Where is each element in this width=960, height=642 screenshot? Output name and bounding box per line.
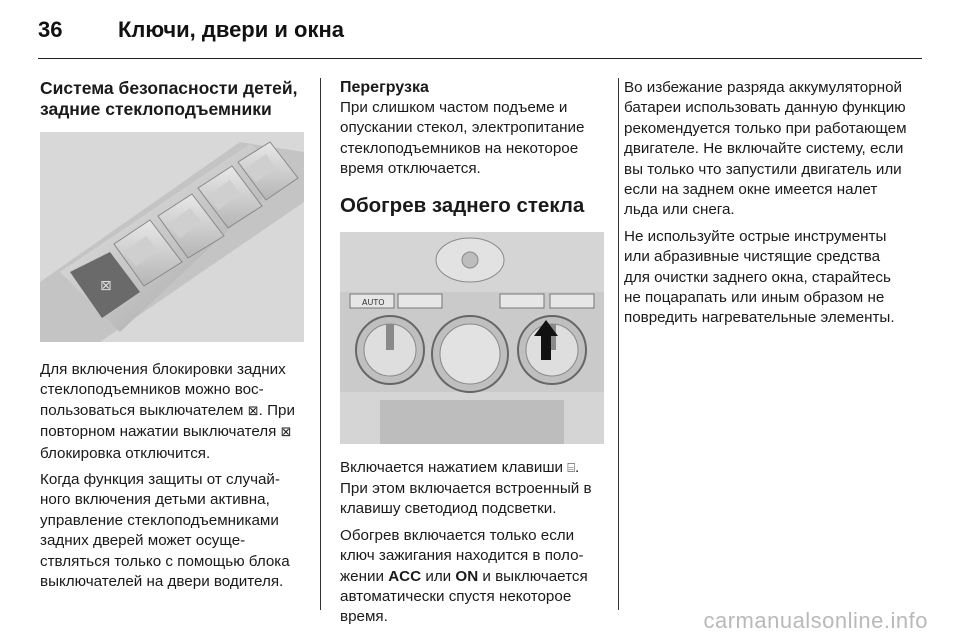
paragraph: Включается нажатием клавиши ⌸. При этом включается встроенный в клавишу светодиод подсветки. <box>340 458 592 518</box>
rear-defrost-icon: ⌸ <box>567 460 576 476</box>
child-lock-icon: ⊠ <box>247 403 259 419</box>
window-switch-figure <box>40 132 304 342</box>
header-divider <box>38 58 922 59</box>
column-1 <box>40 78 304 598</box>
column-divider <box>618 78 619 610</box>
paragraph: Когда функция защиты от случайного включения детьми активна, управление стеклоподъемниками задних дверей может осуществляться только с помощью блока выключателей на двери водителя. <box>40 471 290 591</box>
paragraph: Обогрев включается только если ключ зажигания находится в положении ACC или ON и выключается автоматически спустя некоторое время. <box>340 526 588 626</box>
page-header <box>38 17 344 43</box>
section-title: Обогрев заднего стекла <box>340 193 585 217</box>
paragraph: Не используйте острые инструменты или абразивные чистящие средства для очистки заднего окна, старайтесь не поцарапать или иным образом не повредить нагревательные элементы. <box>624 227 895 327</box>
page-number: 36 <box>38 17 63 42</box>
subsection-title: Перегрузка <box>340 79 429 96</box>
column-3 <box>624 78 908 335</box>
paragraph: При слишком частом подъеме и опускании стекол, электропитание стеклоподъемников на некоторое время отключается. <box>340 99 585 178</box>
column-divider <box>320 78 321 610</box>
auto-button-label: AUTO <box>362 297 385 307</box>
watermark: carmanualsonline.info <box>703 608 928 633</box>
svg-text:⊠: ⊠ <box>100 278 112 294</box>
section-title: Система безопасности детей, задние стеклоподъемники <box>40 78 298 119</box>
paragraph: Во избежание разряда аккумуляторной батареи использовать данную функцию рекомендуется только при работающем двигателе. Не включайте систему, если вы только что запустили двигатель или если на заднем окне имеется налет льда или снега. <box>624 79 907 219</box>
climate-panel-figure <box>340 232 604 444</box>
paragraph: Для включения блокировки задних стеклоподъемников можно воспользоваться выключателем ⊠. При повторном нажатии выключателя ⊠ блокировка отключится. <box>40 361 295 462</box>
child-lock-icon: ⊠ <box>280 425 292 441</box>
column-2 <box>340 78 604 634</box>
chapter-title: Ключи, двери и окна <box>118 17 344 42</box>
